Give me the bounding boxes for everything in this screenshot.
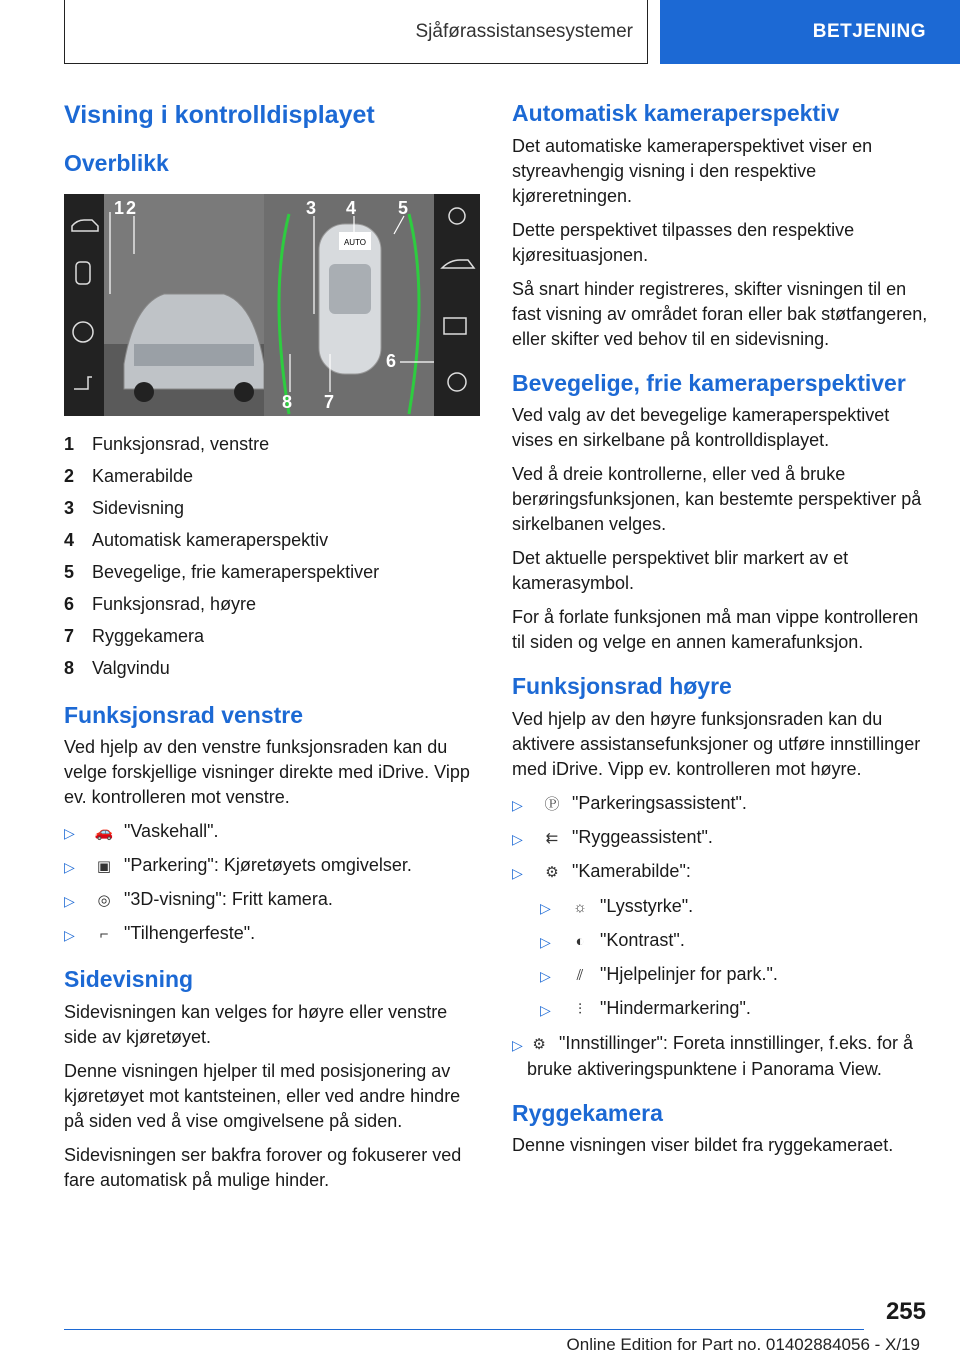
legend-item: 7 Ryggekamera (64, 625, 205, 646)
list-item: ▷ ⚙ "Innstillinger": Foreta innstillinger, f.eks. for å bruke aktiveringspunktene i Panorama View. (512, 1032, 913, 1079)
legend-item: 1 Funksjonsrad, venstre (64, 433, 270, 454)
side-paragraph-3: Sidevisningen ser bakfra forover og fokuserer ved fare automatisk på mulige hinder. (64, 1144, 462, 1190)
free-paragraph-3: Det aktuelle perspektivet blir markert av et kamerasymbol. (512, 548, 849, 594)
free-heading: Bevegelige, frie kameraperspektiver (512, 369, 906, 396)
footer-divider (64, 1329, 864, 1330)
figure-label-2: 2 (126, 197, 137, 218)
list-item: ▷ Ⓟ "Parkeringsassistent". (512, 791, 928, 818)
figure-label-1: 1 (114, 197, 125, 218)
list-item: ▷ ⫶ "Hindermarkering". (540, 996, 928, 1023)
legend-item: 3 Sidevisning (64, 497, 185, 518)
list-item: ▷ 🚗 "Vaskehall". (64, 819, 480, 846)
camera-sub-list (540, 894, 928, 1023)
brightness-icon: ☼ (573, 898, 587, 916)
right-row-list (512, 791, 928, 886)
left-column (64, 100, 480, 1202)
parking-icon: ▣ (96, 858, 112, 876)
right-row-text: Ved hjelp av den høyre funksjonsraden kan du aktivere assistansefunksjoner og utføre innstillinger med iDrive. Vipp ev. kontrolleren mot høyre. (512, 708, 921, 779)
figure-label-7: 7 (324, 391, 335, 412)
free-paragraph-1: Ved valg av det bevegelige kameraperspektivet vises en sirkelbane på kontrolldisplayet. (512, 405, 890, 451)
overview-heading: Overblikk (64, 150, 169, 176)
header-tab-label: BETJENING (812, 21, 926, 42)
contrast-icon: ◐ (575, 932, 585, 950)
header-tab[interactable] (660, 0, 960, 64)
legend-item: 8 Valgvindu (64, 657, 170, 678)
legend-item: 2 Kamerabilde (64, 465, 194, 486)
figure-label-6: 6 (386, 350, 397, 371)
right-row-heading: Funksjonsrad høyre (512, 673, 732, 700)
parking-assistant-icon: Ⓟ (544, 795, 560, 813)
header-section (64, 0, 648, 64)
free-paragraph-2: Ved å dreie kontrollerne, eller ved å bruke berøringsfunksjonen, kan bestemte perspektiver på sirkelbanen velges. (512, 464, 922, 535)
figure-label-3: 3 (306, 197, 317, 218)
right-column (512, 100, 928, 1167)
legend-item: 4 Automatisk kameraperspektiv (64, 529, 329, 550)
list-item: ▷ ◐ "Kontrast". (540, 928, 928, 955)
side-heading: Sidevisning (64, 966, 194, 993)
obstacle-marking-icon: ⫶ (578, 1000, 582, 1018)
auto-heading: Automatisk kameraperspektiv (512, 100, 840, 126)
side-paragraph-1: Sidevisningen kan velges for høyre eller venstre side av kjøretøyet. (64, 1001, 448, 1047)
car-wash-icon: 🚗 (94, 824, 114, 842)
list-item: ▷ ☼ "Lysstyrke". (540, 894, 928, 921)
camera-display-svg (64, 194, 480, 416)
settings-gear-icon: ⚙ (532, 1035, 546, 1053)
page-title: Visning i kontrolldisplayet (64, 101, 375, 129)
left-row-heading: Funksjonsrad venstre (64, 701, 304, 728)
auto-paragraph-2: Dette perspektivet tilpasses den respektive kjøresituasjonen. (512, 219, 855, 265)
header-section-title: Sjåførassistansesystemer (415, 20, 633, 42)
legend-item: 6 Funksjonsrad, høyre (64, 593, 257, 614)
camera-settings-icon: ⚙ (545, 863, 559, 881)
footer-edition: Online Edition for Part no. 01402884056 - X/19 (566, 1335, 920, 1354)
left-row-list (64, 819, 480, 948)
side-paragraph-2: Denne visningen hjelper til med posisjonering av kjøretøyet mot kantsteinen, eller ved andre hindre på siden ved å vise omgivelsene på siden. (64, 1060, 461, 1131)
rear-text: Denne visningen viser bildet fra ryggekameraet. (512, 1135, 894, 1156)
figure-legend (64, 428, 480, 684)
left-row-text: Ved hjelp av den venstre funksjonsraden kan du velge forskjellige visninger direkte med iDrive. Vipp ev. kontrolleren mot venstre. (64, 737, 470, 808)
list-item: ▷ ⫽ "Hjelpelinjer for park.". (540, 962, 928, 989)
rear-heading: Ryggekamera (512, 1099, 663, 1126)
page-number: 255 (885, 1298, 926, 1325)
auto-paragraph-1: Det automatiske kameraperspektivet viser en styreavhengig visning i den respektive kjøreretningen. (512, 135, 873, 206)
figure-auto-badge: AUTO (343, 237, 367, 247)
trailer-hitch-icon: ⌐ (99, 926, 109, 944)
3d-view-icon: ◎ (97, 892, 111, 910)
camera-display-figure (64, 194, 480, 416)
list-item: ▷ ⚙ "Kamerabilde": (512, 859, 928, 886)
figure-label-8: 8 (282, 391, 293, 412)
list-item: ▷ ⇇ "Ryggeassistent". (512, 825, 928, 852)
reversing-assistant-icon: ⇇ (545, 829, 559, 847)
auto-paragraph-3: Så snart hinder registreres, skifter visningen til en fast visning av området foran eller bak støtfangeren, eller skifter ved behov til en sidevisning. (512, 278, 928, 349)
free-paragraph-4: For å forlate funksjonen må man vippe kontrolleren til siden og velge en annen kamerafunksjon. (512, 607, 919, 653)
list-item: ▷ ◎ "3D-visning": Fritt kamera. (64, 887, 480, 914)
list-item: ▷ ▣ "Parkering": Kjøretøyets omgivelser. (64, 853, 480, 880)
figure-label-4: 4 (346, 197, 357, 218)
settings-list (512, 1031, 928, 1082)
legend-item: 5 Bevegelige, frie kameraperspektiver (64, 561, 380, 582)
guide-lines-icon: ⫽ (576, 966, 584, 984)
figure-label-5: 5 (398, 197, 409, 218)
list-item: ▷ ⌐ "Tilhengerfeste". (64, 921, 480, 948)
